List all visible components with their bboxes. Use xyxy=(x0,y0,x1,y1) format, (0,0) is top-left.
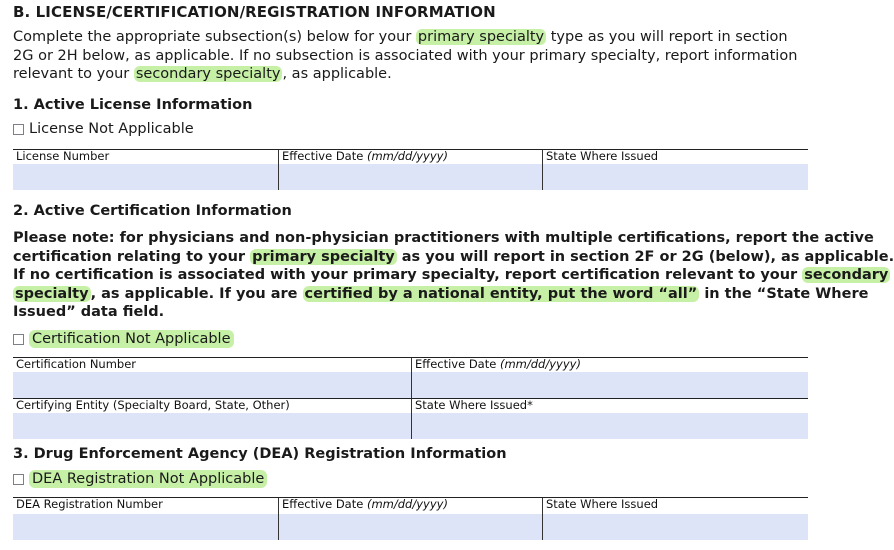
cert-entity-field xyxy=(13,398,411,439)
cert-fields-row-1 xyxy=(13,357,808,398)
cert-note-line-3: If no certification is associated with your primary specialty, report certification relevant to your secondary xyxy=(13,267,889,283)
cert-note-line-1: Please note: for physicians and non-physician practitioners with multiple certifications, report the active xyxy=(13,230,874,246)
license-number-label: License Number xyxy=(16,149,110,163)
dea-not-applicable-checkbox[interactable] xyxy=(13,474,24,485)
license-state-field xyxy=(542,149,808,190)
cert-number-input[interactable] xyxy=(13,372,411,398)
license-fields-row xyxy=(13,149,808,190)
primary-specialty-highlight: primary specialty xyxy=(252,248,395,265)
section-title: B. LICENSE/CERTIFICATION/REGISTRATION INFORMATION xyxy=(13,3,496,21)
dea-effective-date-label: Effective Date (mm/dd/yyyy) xyxy=(282,497,448,511)
cert-note-line-4: specialty , as applicable. If you are certified by a national entity, put the word “all” in the “State Where xyxy=(15,285,869,302)
license-heading: 1. Active License Information xyxy=(13,97,253,113)
license-not-applicable-checkbox[interactable] xyxy=(13,124,24,135)
cert-number-field xyxy=(13,357,411,398)
cert-note-line-2: certification relating to your primary specialty as you will report in section 2F or 2G (below), as applicable. xyxy=(13,248,894,265)
cert-state-input[interactable] xyxy=(412,413,808,439)
cert-not-applicable-checkbox[interactable] xyxy=(13,334,24,345)
dea-state-input[interactable] xyxy=(543,514,808,540)
cert-fields-row-2 xyxy=(13,398,808,439)
cert-number-label: Certification Number xyxy=(16,357,137,371)
secondary-specialty-highlight: secondary specialty xyxy=(135,66,281,82)
cert-note-line-5: Issued” data field. xyxy=(13,304,165,320)
intro-line-3: relevant to your secondary specialty , as applicable. xyxy=(13,66,392,82)
secondary-highlight: secondary xyxy=(804,267,889,283)
cert-entity-label: Certifying Entity (Specialty Board, State, Other) xyxy=(16,398,290,412)
dea-effective-date-field xyxy=(278,497,542,540)
cert-state-label: State Where Issued* xyxy=(415,398,533,412)
dea-heading: 3. Drug Enforcement Agency (DEA) Registration Information xyxy=(13,446,507,462)
intro-line-1: Complete the appropriate subsection(s) below for your primary specialty type as you will report in section xyxy=(13,29,788,45)
dea-state-label: State Where Issued xyxy=(546,497,659,511)
license-not-applicable-label: License Not Applicable xyxy=(29,121,194,137)
license-state-label: State Where Issued xyxy=(546,149,659,163)
primary-specialty-highlight: primary specialty xyxy=(417,29,545,45)
license-number-field xyxy=(13,149,278,190)
dea-not-applicable-label: DEA Registration Not Applicable xyxy=(29,470,267,488)
intro-line-2: 2G or 2H below, as applicable. If no subsection is associated with your primary specialty, report information xyxy=(13,47,798,64)
dea-state-field xyxy=(542,497,808,540)
license-effective-date-input[interactable] xyxy=(279,164,542,190)
cert-state-field xyxy=(411,398,808,439)
cert-not-applicable-row[interactable] xyxy=(13,330,234,348)
dea-effective-date-input[interactable] xyxy=(279,514,542,540)
license-state-input[interactable] xyxy=(543,164,808,190)
certification-heading: 2. Active Certification Information xyxy=(13,203,292,219)
cert-entity-input[interactable] xyxy=(13,413,411,439)
license-effective-date-field xyxy=(278,149,542,190)
cert-not-applicable-label: Certification Not Applicable xyxy=(29,330,234,348)
cert-effective-date-label: Effective Date (mm/dd/yyyy) xyxy=(415,357,581,371)
license-number-input[interactable] xyxy=(13,164,278,190)
national-entity-highlight: certified by a national entity, put the word “all” xyxy=(304,285,698,302)
dea-number-input[interactable] xyxy=(13,514,278,540)
license-not-applicable-row[interactable] xyxy=(13,121,194,137)
dea-number-field xyxy=(13,497,278,540)
dea-fields-row xyxy=(13,497,808,540)
dea-not-applicable-row[interactable] xyxy=(13,470,267,488)
license-effective-date-label: Effective Date (mm/dd/yyyy) xyxy=(282,149,448,163)
cert-effective-date-field xyxy=(411,357,808,398)
specialty-highlight: specialty xyxy=(15,285,89,302)
dea-number-label: DEA Registration Number xyxy=(16,497,163,511)
cert-effective-date-input[interactable] xyxy=(412,372,808,398)
